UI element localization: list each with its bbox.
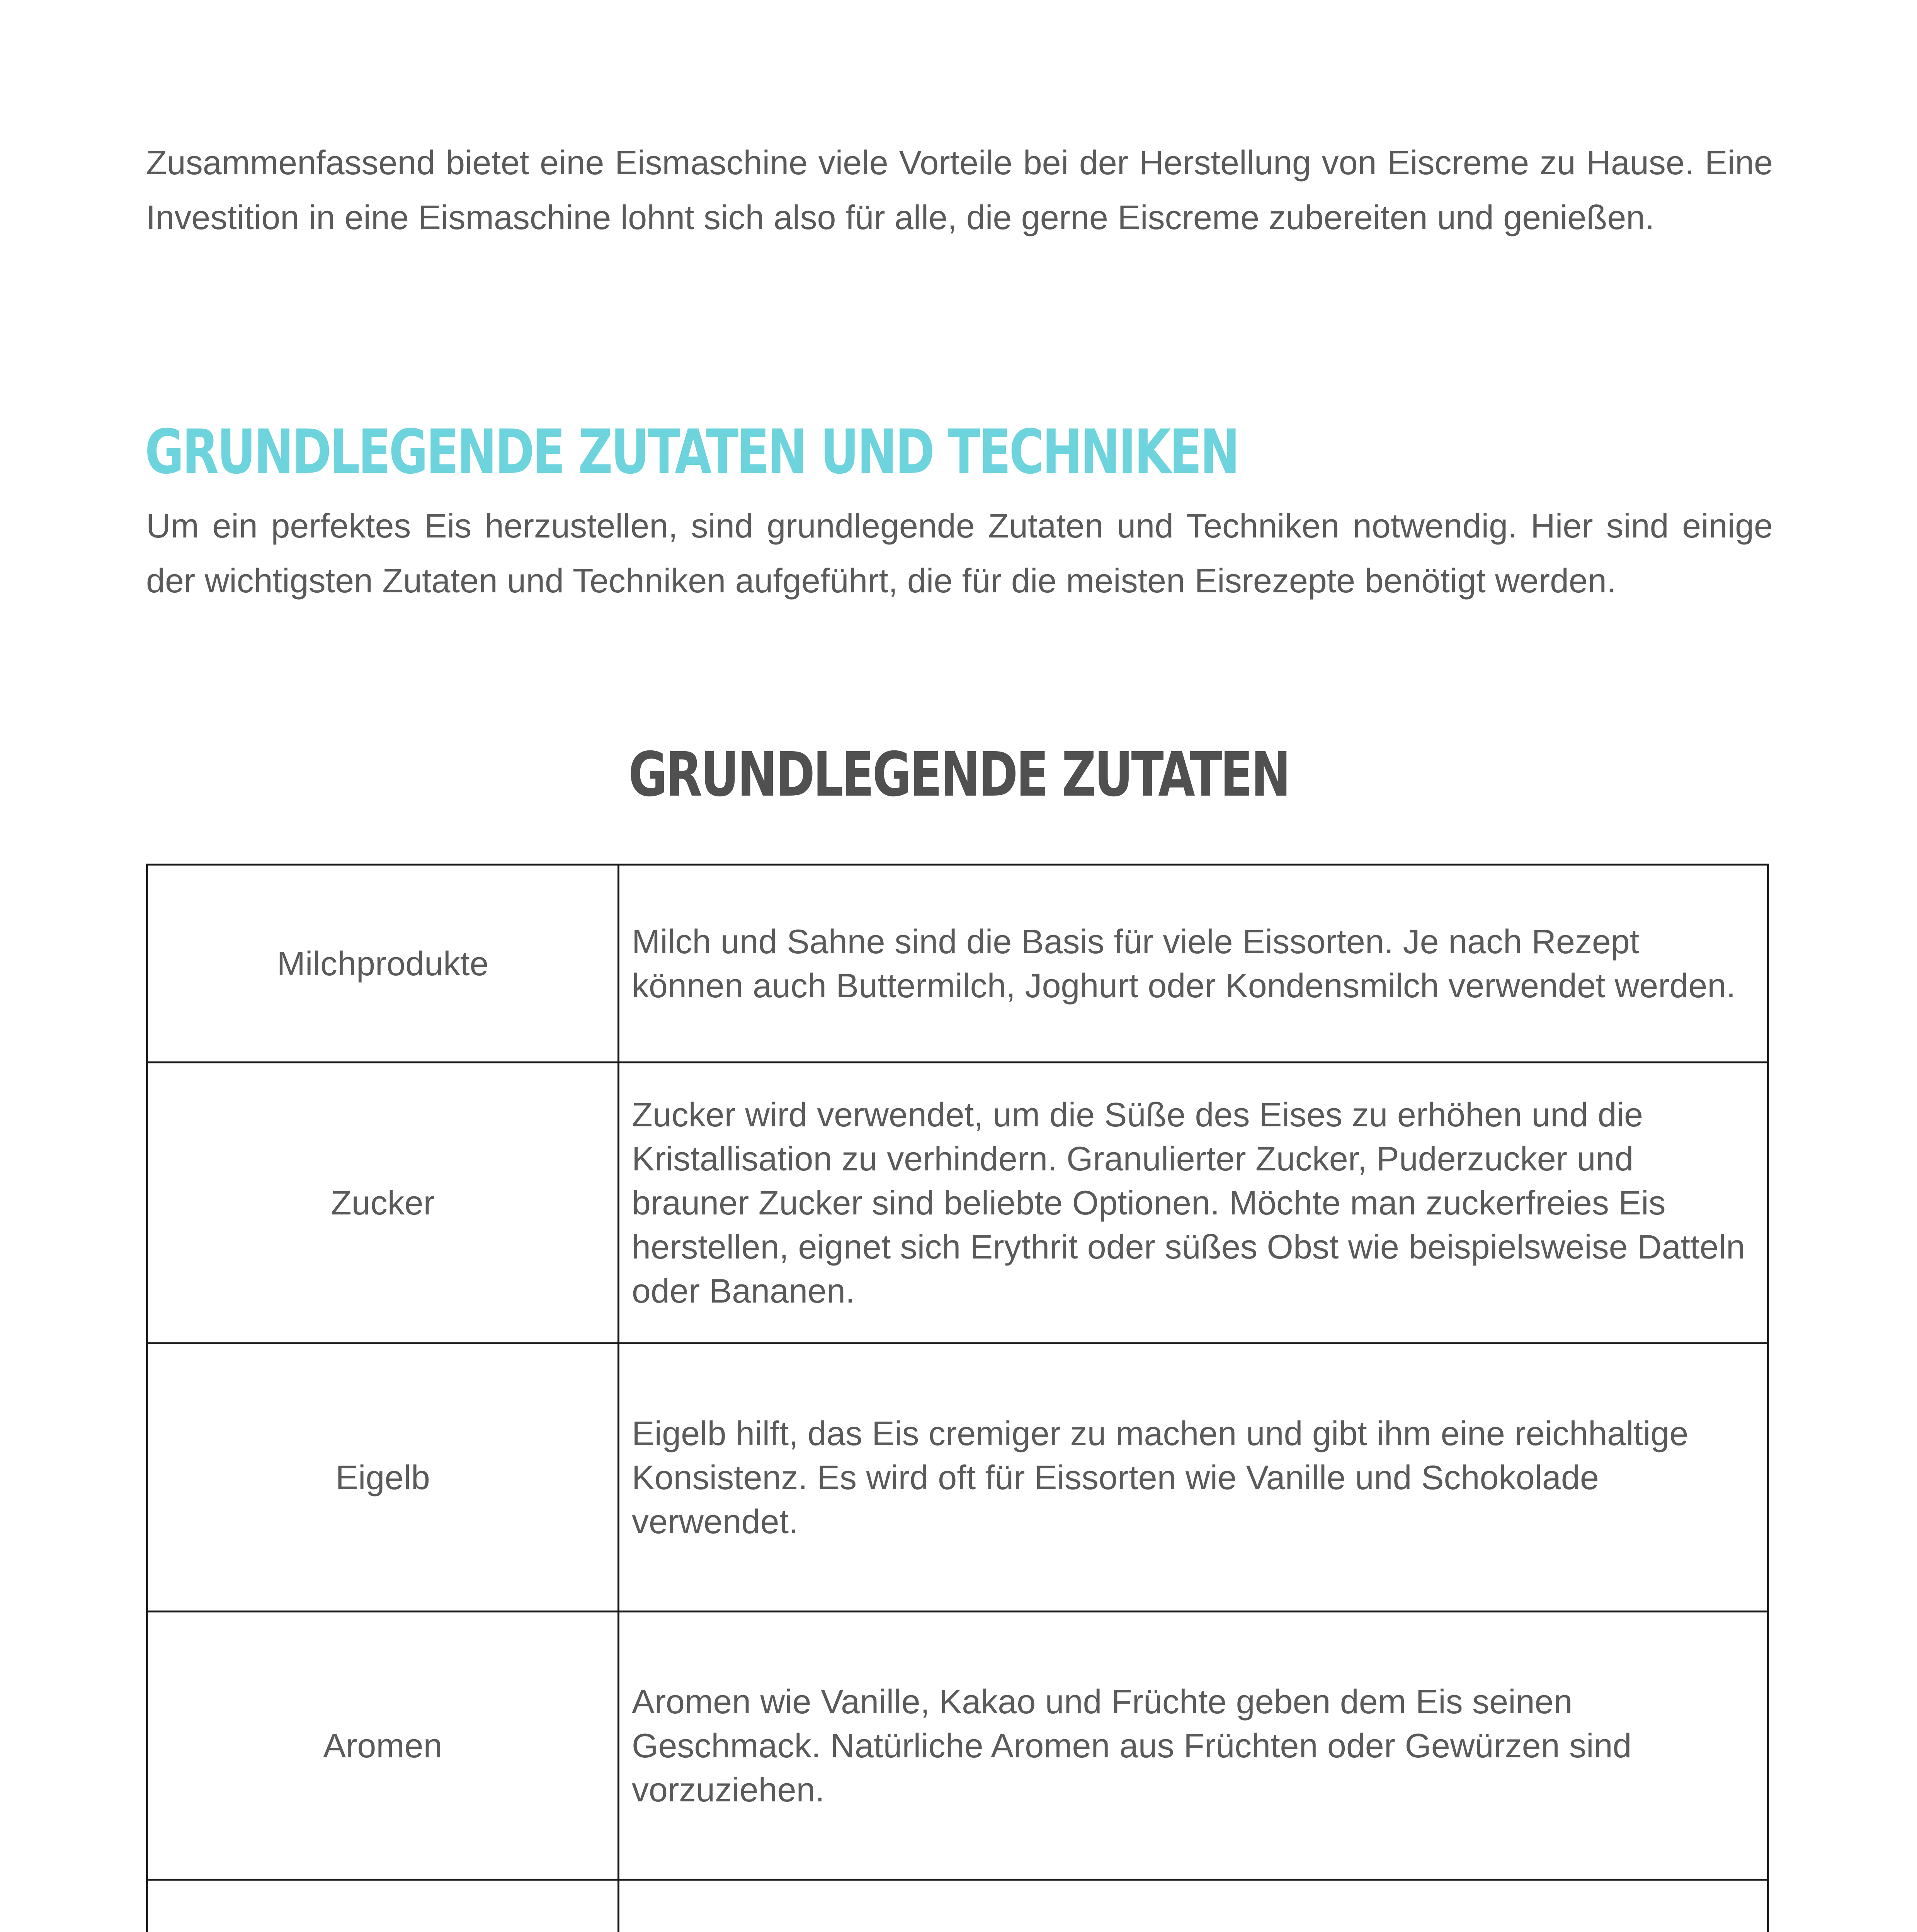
table-row	[147, 1344, 1768, 1612]
ingredient-description	[619, 1880, 1768, 1932]
table-row	[147, 1880, 1768, 1932]
table-heading	[0, 736, 1917, 813]
ingredient-description: Zucker wird verwendet, um die Süße des Eises zu erhöhen und die Kristallisation zu verhindern. Granulierter Zucker, Puderzucker und brauner Zucker sind beliebte Optionen. Möchte man zuckerfreies Eis herstellen, eignet sich Erythrit oder süßes Obst wie beispielsweise Datteln oder Bananen.	[619, 1063, 1768, 1344]
section-heading: GRUNDLEGENDE ZUTATEN UND TECHNIKEN	[145, 417, 1238, 488]
ingredients-table	[146, 864, 1769, 1932]
ingredient-term: Zucker	[147, 1063, 619, 1344]
intro-paragraph: Zusammenfassend bietet eine Eismaschine viele Vorteile bei der Herstellung von Eiscreme zu Hause. Eine Investition in eine Eismaschine lohnt sich also für alle, die gerne Eiscreme zubereiten und genießen.	[146, 143, 1773, 236]
ingredient-term: Aromen	[147, 1612, 619, 1880]
ingredient-term: Eigelb	[147, 1344, 619, 1612]
table-row	[147, 1612, 1768, 1880]
table-row	[147, 1063, 1768, 1344]
ingredient-term: Milchprodukte	[147, 865, 619, 1063]
ingredient-term	[147, 1880, 619, 1932]
table-heading-text: GRUNDLEGENDE ZUTATEN	[628, 739, 1289, 810]
section-paragraph: Um ein perfektes Eis herzustellen, sind grundlegende Zutaten und Techniken notwendig. Hier sind einige der wichtigsten Zutaten und Techniken aufgeführt, die für die meisten Eisrezepte benötigt werden.	[146, 507, 1773, 600]
ingredient-description: Aromen wie Vanille, Kakao und Früchte geben dem Eis seinen Geschmack. Natürliche Aromen aus Früchten oder Gewürzen sind vorzuziehen.	[619, 1612, 1768, 1880]
table-row	[147, 865, 1768, 1063]
ingredient-description: Milch und Sahne sind die Basis für viele Eissorten. Je nach Rezept können auch Buttermilch, Joghurt oder Kondensmilch verwendet werden.	[619, 865, 1768, 1063]
ingredient-description: Eigelb hilft, das Eis cremiger zu machen und gibt ihm eine reichhaltige Konsistenz. Es wird oft für Eissorten wie Vanille und Schokolade verwendet.	[619, 1344, 1768, 1612]
